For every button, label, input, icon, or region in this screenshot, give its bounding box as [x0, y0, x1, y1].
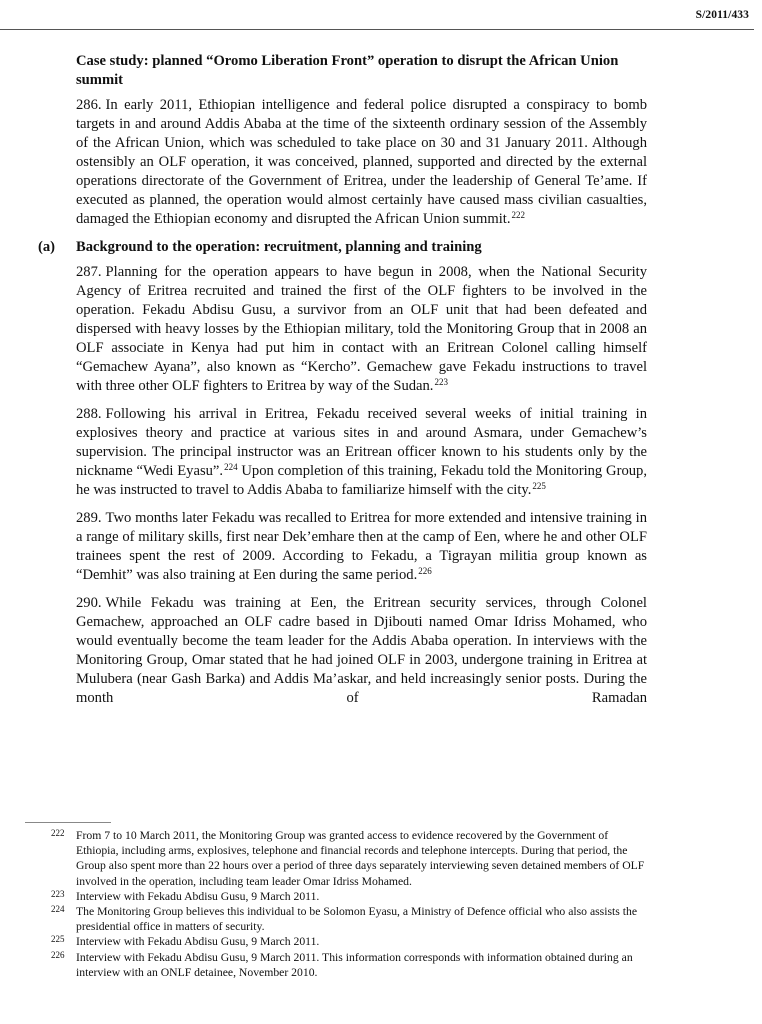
paragraph-number: 286.: [76, 97, 102, 113]
footnote-ref[interactable]: 223: [434, 377, 448, 387]
main-content: [38, 52, 647, 717]
paragraph-number: 287.: [76, 264, 102, 280]
footnote-222: [51, 828, 651, 889]
footnote-number: 226: [51, 949, 65, 960]
paragraph-text-continued: Upon completion of this training, Fekadu told the Monitoring Group, he was instructed to travel to Addis Ababa to familiarize himself with the city.: [76, 463, 647, 498]
footnote-ref[interactable]: 222: [511, 210, 525, 220]
section-heading: [38, 238, 647, 257]
paragraph-text: Following his arrival in Eritrea, Fekadu received several weeks of initial training in explosives theory and practice at various sites in and around Asmara, under Gemachew’s supervision. The principal instructor was an Eritrean officer known to his students only by the nickname “Wedi Eyasu”.: [76, 406, 647, 479]
footnote-text: Interview with Fekadu Abdisu Gusu, 9 March 2011.: [76, 889, 320, 903]
footnote-ref[interactable]: 226: [418, 566, 432, 576]
paragraph-289: [76, 509, 647, 585]
paragraph-text: Planning for the operation appears to have begun in 2008, when the National Security Agency of Eritrea recruited and trained the first of the OLF fighters to be involved in the operation. Fekadu Abdisu Gusu, a survivor from an OLF unit that had been defeated and dispersed with heavy losses by the Ethiopian military, told the Monitoring Group that in 2008 an OLF associate in Kenya had put him in contact with an Eritrean Colonel calling himself “Gemachew Ayana”, also known as “Kercho”. Gemachew gave Fekadu instructions to travel with three other OLF fighters to Eritrea by way of the Sudan.: [76, 264, 647, 394]
case-study-title: Case study: planned “Oromo Liberation Front” operation to disrupt the African Union summit: [76, 53, 619, 88]
paragraph-287: [76, 263, 647, 396]
footnote-number: 222: [51, 828, 65, 838]
footnote-223: [51, 889, 651, 904]
document-symbol: S/2011/433: [695, 9, 749, 21]
footnote-224: [51, 904, 651, 934]
paragraph-text: In early 2011, Ethiopian intelligence and federal police disrupted a conspiracy to bomb targets in and around Addis Ababa at the time of the sixteenth ordinary session of the Assembly of the African Union, which was scheduled to take place on 30 and 31 January 2011. Although ostensibly an OLF operation, it was conceived, planned, supported and directed by the external operations directorate of the Government of Eritrea, under the leadership of General Te’ame. If executed as planned, the operation would almost certainly have caused mass civilian casualties, damaged the Ethiopian economy and disrupted the African Union summit.: [76, 97, 647, 227]
footnotes: [51, 828, 651, 980]
footnote-text: Interview with Fekadu Abdisu Gusu, 9 March 2011. This information corresponds with information obtained during an interview with an ONLF detainee, November 2010.: [76, 950, 633, 979]
paragraph-number: 290.: [76, 595, 102, 611]
footnote-ref[interactable]: 224: [224, 462, 238, 472]
section-label: (a): [38, 239, 56, 255]
paragraph-290: [76, 594, 647, 708]
footnote-separator: [25, 822, 111, 823]
paragraph-288: [76, 405, 647, 500]
paragraph-text: While Fekadu was training at Een, the Eritrean security services, through Colonel Gemachew, approached an OLF cadre based in Djibouti named Omar Idriss Mohamed, who would eventually become the team leader for the Addis Ababa operation. In interviews with the Monitoring Group, Omar stated that he had joined OLF in 2003, undergone training in Eritrea at Mulubera (near Gash Barka) and Addis Ma’askar, and held increasingly senior posts. During the month of Ramadan: [76, 595, 647, 706]
paragraph-number: 288.: [76, 406, 102, 422]
paragraph-number: 289.: [76, 510, 102, 526]
footnote-ref[interactable]: 225: [532, 481, 546, 491]
paragraph-text: Two months later Fekadu was recalled to Eritrea for more extended and intensive training in a range of military skills, first near Dek’emhare then at the camp of Een, where he and other OLF trainees spent the rest of 2009. According to Fekadu, a Tigrayan militia group known as “Demhit” was also training at Een during the same period.: [76, 510, 647, 583]
header-rule: [0, 29, 754, 30]
footnote-text: From 7 to 10 March 2011, the Monitoring Group was granted access to evidence recovered by the Government of Ethiopia, including arms, explosives, telephone and financial records and telephone intercepts. During that period, the Group also spent more than 22 hours over a period of three days separately interviewing seven detained members of OLF involved in the operation, including team leader Omar Idriss Mohamed.: [76, 829, 645, 888]
footnote-225: [51, 934, 651, 949]
footnote-text: The Monitoring Group believes this individual to be Solomon Eyasu, a Ministry of Defence official who also assists the presidential office in matters of security.: [76, 905, 638, 934]
footnote-text: Interview with Fekadu Abdisu Gusu, 9 March 2011.: [76, 935, 320, 949]
footnote-number: 224: [51, 904, 65, 915]
footnote-number: 225: [51, 934, 65, 945]
paragraph-286: [76, 96, 647, 229]
footnote-number: 223: [51, 888, 65, 899]
footnote-226: [51, 950, 651, 980]
section-heading-text: Background to the operation: recruitment, planning and training: [76, 239, 482, 255]
